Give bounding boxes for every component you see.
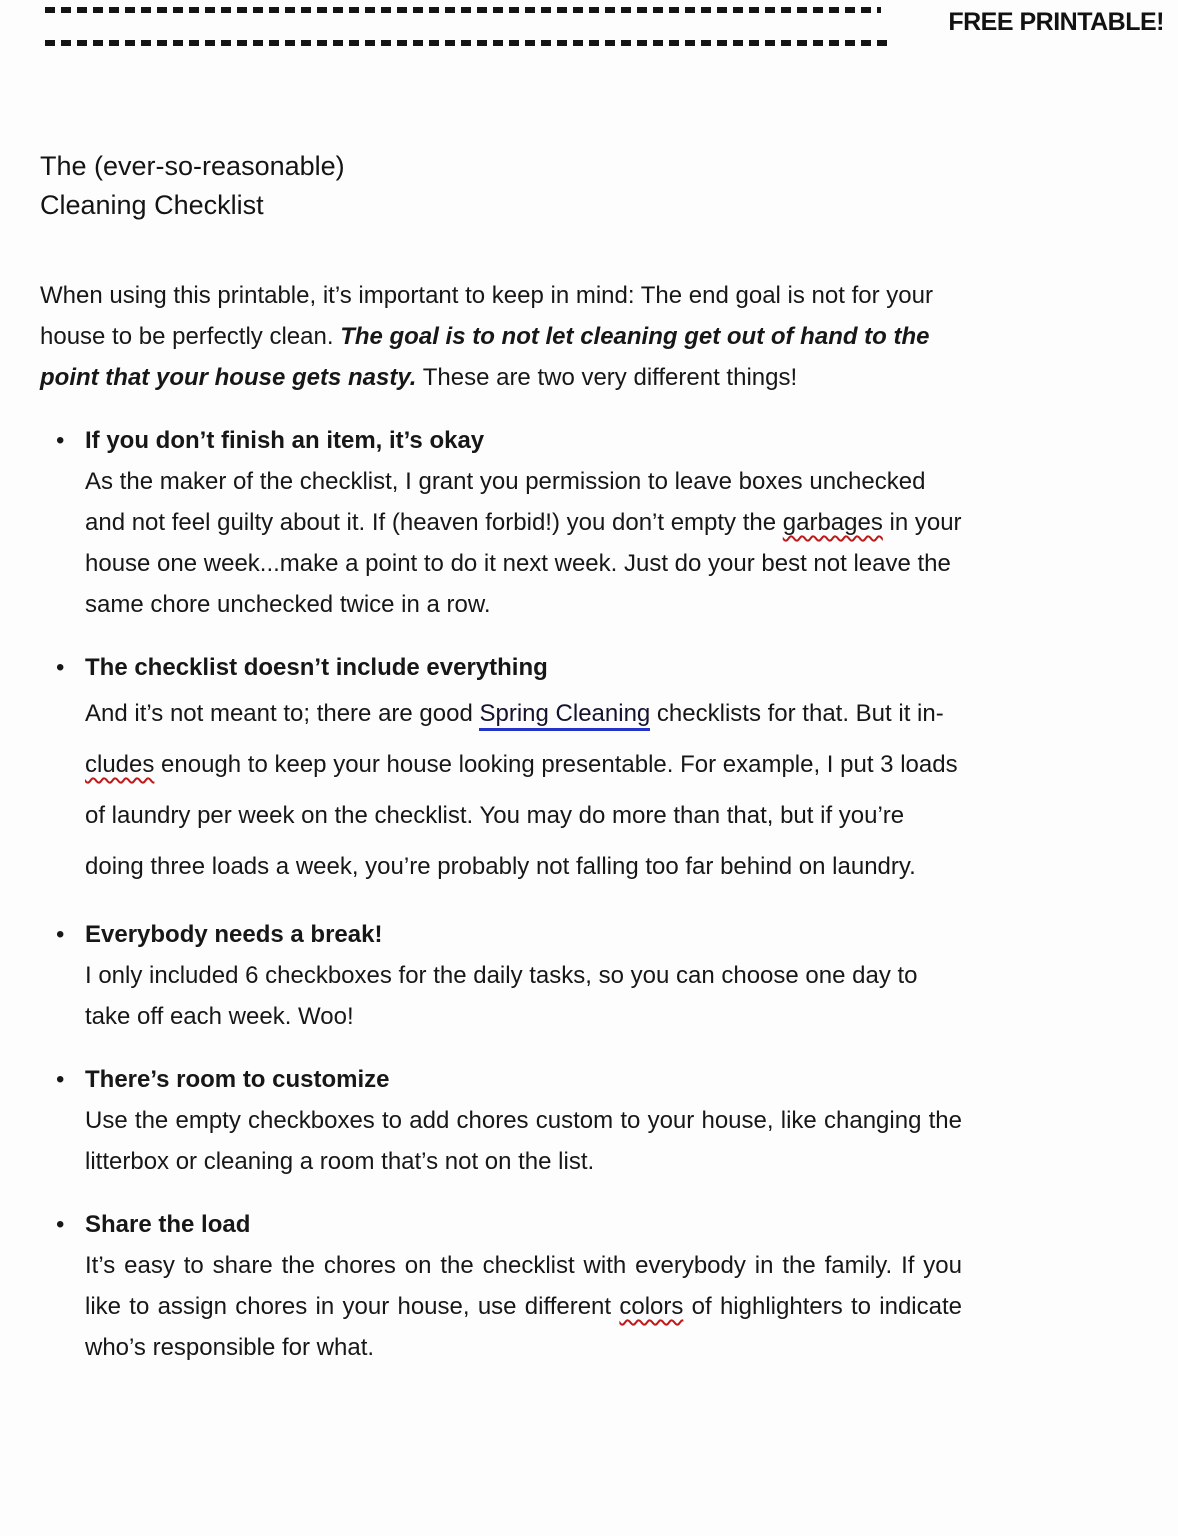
body-text-1: It’s easy to share the chores on the checklist with everybody in the family. If you like to assign chores in your house, use different	[85, 1252, 962, 1320]
bullet-item-share	[40, 1204, 962, 1368]
bullet-body: Use the empty checkboxes to add chores custom to your house, like changing the litterbox or cleaning a room that’s not on the list.	[85, 1107, 962, 1175]
bullet-marker: •	[56, 427, 65, 454]
bullet-item-break	[40, 914, 962, 1037]
bullet-heading: The checklist doesn’t include everything	[85, 654, 548, 681]
body-text-2: of highlighters to indicate who’s responsible for what.	[85, 1293, 963, 1361]
title-line-1: The (ever-so-reasonable)	[40, 151, 345, 181]
bullet-marker: •	[56, 921, 65, 948]
bullet-heading: There’s room to customize	[85, 1066, 390, 1093]
bullet-marker: •	[56, 1211, 65, 1238]
spellcheck-word-colors: colors	[619, 1293, 684, 1320]
bullet-item-include	[40, 647, 962, 892]
bullet-item-customize	[40, 1059, 962, 1182]
body-text-2: in your house one week...make a point to do it next week. Just do your best not leave the same chore unchecked twice in a row.	[85, 509, 962, 618]
intro-text-1: When using this printable, it’s important to keep in mind: The end goal is not for your house to be perfectly clean.	[40, 282, 933, 350]
body-text-1: And it’s not meant to; there are good	[85, 700, 480, 727]
document-content	[40, 147, 962, 1368]
dashed-divider-top	[45, 7, 881, 13]
spellcheck-word-cludes: cludes	[85, 751, 155, 778]
bullet-heading: Share the load	[85, 1211, 251, 1238]
bullet-marker: •	[56, 654, 65, 681]
body-text-1: As the maker of the checklist, I grant you permission to leave boxes unchecked and not feel guilty about it. If (heaven forbid!) you don’t empty the	[85, 468, 926, 536]
bullet-item-finish	[40, 420, 962, 625]
bullet-heading: Everybody needs a break!	[85, 921, 383, 948]
spring-cleaning-link[interactable]: Spring Cleaning	[479, 700, 650, 731]
intro-text-2: These are two very different things!	[416, 364, 798, 391]
bullet-body: I only included 6 checkboxes for the daily tasks, so you can choose one day to take off each week. Woo!	[85, 962, 918, 1030]
title-line-2: Cleaning Checklist	[40, 190, 264, 220]
body-text-3: enough to keep your house looking presentable. For example, I put 3 loads of laundry per week on the checklist. You may do more than that, but if you’re doing three loads a week, you’re probably not falling too far behind on laundry.	[85, 751, 958, 880]
intro-paragraph	[40, 275, 962, 398]
intro-emphasis: The goal is to not let cleaning get out of hand to the point that your house gets nasty.	[40, 323, 930, 391]
spellcheck-word-garbages: garbages	[782, 509, 883, 536]
bullet-heading: If you don’t finish an item, it’s okay	[85, 427, 485, 454]
bullet-marker: •	[56, 1066, 65, 1093]
body-text-2: checklists for that. But it in-	[650, 700, 944, 727]
bullet-body	[85, 688, 962, 892]
bullet-list	[40, 420, 962, 1368]
free-printable-label: FREE PRINTABLE!	[948, 8, 1164, 36]
bullet-body	[85, 461, 962, 625]
bullet-body	[85, 1245, 962, 1368]
page-title	[40, 147, 962, 225]
dashed-divider-bottom	[45, 40, 888, 46]
